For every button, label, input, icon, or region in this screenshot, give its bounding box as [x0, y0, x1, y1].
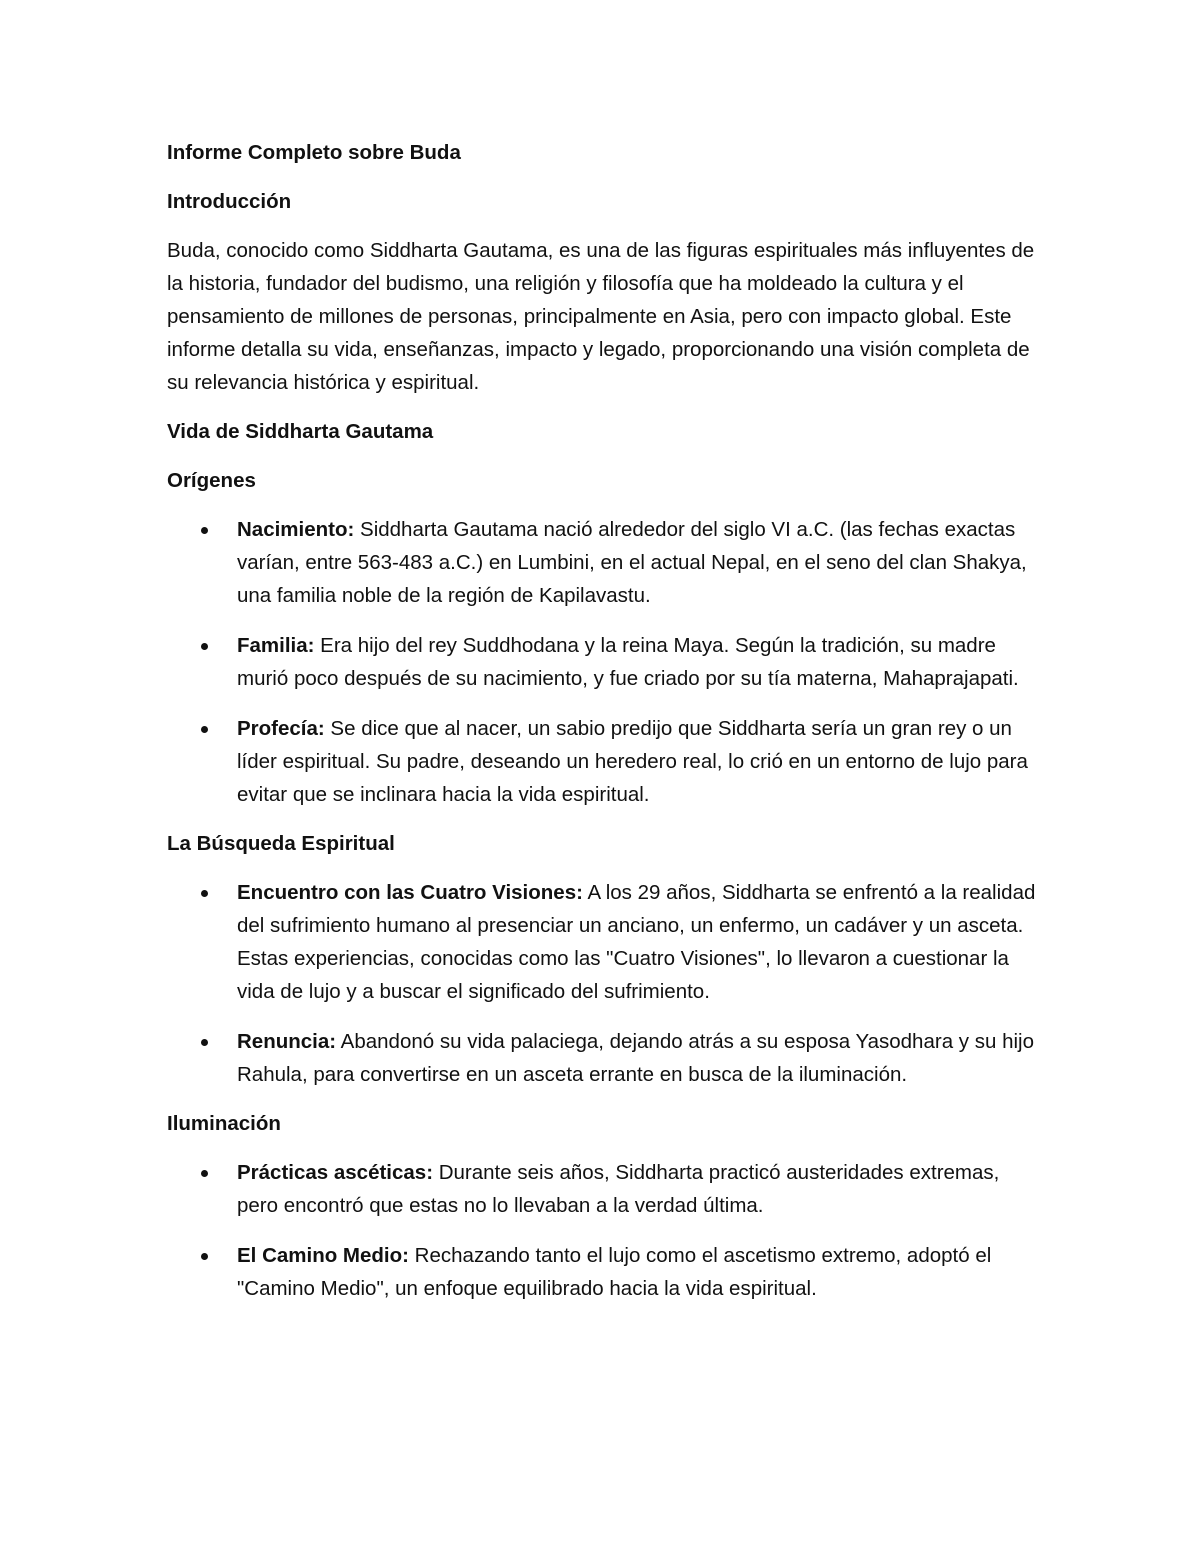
list-item [167, 876, 1037, 1008]
list-item [167, 513, 1037, 612]
item-text: Se dice que al nacer, un sabio predijo que Siddharta sería un gran rey o un líder espiritual. Su padre, deseando un heredero real, lo crió en un entorno de lujo para evitar que se inclinara hacia la vida espiritual. [237, 717, 1028, 806]
list-item [167, 629, 1037, 695]
item-term: Nacimiento: [237, 518, 355, 541]
document-title: Informe Completo sobre Buda [167, 141, 461, 164]
item-text: Abandonó su vida palaciega, dejando atrás a su esposa Yasodhara y su hijo Rahula, para convertirse en un asceta errante en busca de la iluminación. [237, 1030, 1034, 1086]
item-text: Era hijo del rey Suddhodana y la reina Maya. Según la tradición, su madre murió poco después de su nacimiento, y fue criado por su tía materna, Mahaprajapati. [237, 634, 1019, 690]
list-item [167, 1239, 1037, 1305]
bullet-icon [201, 643, 208, 650]
item-text: A los 29 años, Siddharta se enfrentó a la realidad del sufrimiento humano al presenciar un anciano, un enfermo, un cadáver y un asceta. Estas experiencias, conocidas como las "Cuatro Visiones", lo llevaron a cuestionar la vida de lujo y a buscar el significado del sufrimiento. [237, 881, 1036, 1003]
bullet-icon [201, 1039, 208, 1046]
item-term: Encuentro con las Cuatro Visiones: [237, 881, 583, 904]
heading-busqueda: La Búsqueda Espiritual [167, 832, 395, 855]
paragraph-introduccion: Buda, conocido como Siddharta Gautama, es una de las figuras espirituales más influyentes de la historia, fundador del budismo, una religión y filosofía que ha moldeado la cultura y el pensamiento de millones de personas, principalmente en Asia, pero con impacto global. Este informe detalla su vida, enseñanzas, impacto y legado, proporcionando una visión completa de su relevancia histórica y espiritual. [167, 239, 1035, 394]
item-text: Rechazando tanto el lujo como el ascetismo extremo, adoptó el "Camino Medio", un enfoque equilibrado hacia la vida espiritual. [237, 1244, 992, 1300]
list-item [167, 1025, 1037, 1091]
heading-origenes: Orígenes [167, 469, 256, 492]
bullet-icon [201, 527, 208, 534]
list-busqueda [167, 876, 1037, 1091]
bullet-icon [201, 890, 208, 897]
heading-vida: Vida de Siddharta Gautama [167, 420, 434, 443]
item-term: Familia: [237, 634, 315, 657]
item-text: Siddharta Gautama nació alrededor del siglo VI a.C. (las fechas exactas varían, entre 563-483 a.C.) en Lumbini, en el actual Nepal, en el seno del clan Shakya, una familia noble de la región de Kapilavastu. [237, 518, 1027, 607]
bullet-icon [201, 1253, 208, 1260]
item-term: Prácticas ascéticas: [237, 1161, 434, 1184]
item-term: El Camino Medio: [237, 1244, 409, 1267]
heading-introduccion: Introducción [167, 190, 292, 213]
bullet-icon [201, 726, 208, 733]
list-origenes [167, 513, 1037, 811]
bullet-icon [201, 1170, 208, 1177]
list-item [167, 712, 1037, 811]
item-term: Profecía: [237, 717, 325, 740]
item-term: Renuncia: [237, 1030, 337, 1053]
list-iluminacion [167, 1156, 1037, 1305]
list-item [167, 1156, 1037, 1222]
heading-iluminacion: Iluminación [167, 1112, 281, 1135]
item-text: Durante seis años, Siddharta practicó austeridades extremas, pero encontró que estas no lo llevaban a la verdad última. [237, 1161, 1000, 1217]
document-page [167, 136, 1037, 1321]
